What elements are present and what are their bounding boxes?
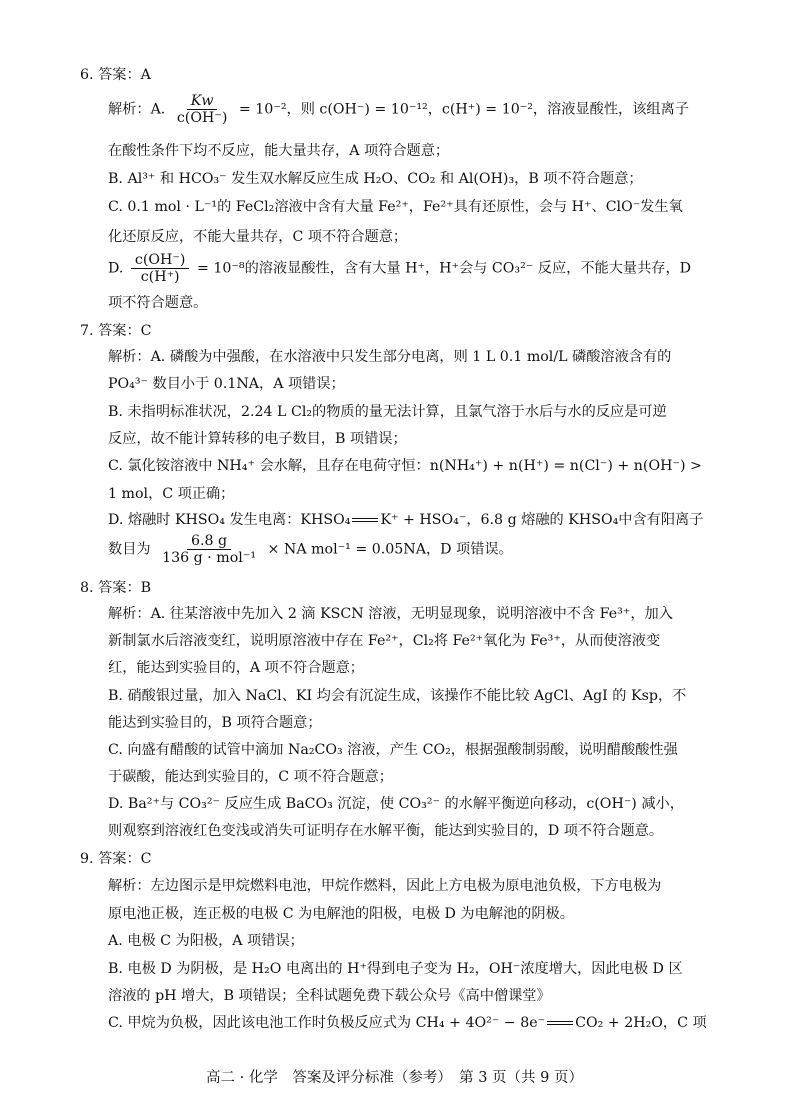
q7-d1 [108,509,703,529]
q9-b1: B. 电极 D 为阴极，是 H₂O 电离出的 H⁺得到电子变为 H₂，OH⁻浓度增大，因此电极 D 区 [108,961,683,977]
q8-a1: 解析：A. 往某溶液中先加入 2 滴 KSCN 溶液，无明显现象，说明溶液中不含 Fe³⁺，加入 [108,606,673,622]
q8-d2: 则观察到溶液红色变浅或消失可证明存在水解平衡，能达到实验目的，D 项不符合题意。 [108,823,664,839]
q8-number: 8. [80,580,94,596]
q6-answer [80,64,151,84]
q8-a3: 红，能达到实验目的，A 项不符合题意； [108,660,364,676]
q9-l1: 解析：左边图示是甲烷燃料电池，甲烷作燃料，因此上方电极为原电池负极，下方电极为 [108,878,662,894]
q6-d-line [108,252,691,285]
q6-b: B. Al³⁺ 和 HCO₃⁻ 发生双水解反应生成 H₂O、CO₂ 和 Al(OH)₃，B 项不符合题意； [108,171,643,187]
q7-answer-text: 答案：C [98,323,152,339]
q6-a-frac-den: c(OH⁻) [176,110,228,126]
q7-a1: 解析：A. 磷酸为中强酸，在水溶液中只发生部分电离，则 1 L 0.1 mol/L 磷酸溶液含有的 [108,349,672,365]
q7-d1-left: D. 熔融时 KHSO₄ 发生电离：KHSO₄ [108,512,351,528]
q8-d1: D. Ba²⁺与 CO₃²⁻ 反应生成 BaCO₃ 沉淀，使 CO₃²⁻ 的水解平衡逆向移动，c(OH⁻) 减小， [108,796,684,812]
q6-d-frac-num: c(OH⁻) [131,252,190,269]
q6-a-frac-num: Kw [187,93,218,110]
q6-d-prefix: D. [108,260,124,277]
q6-a-fraction [173,93,232,126]
q7-d1-right: K⁺ + HSO₄⁻，6.8 g 熔融的 KHSO₄中含有阳离子 [380,512,704,528]
q6-d-fraction [131,252,190,285]
q7-d2-text: × NA mol⁻¹ = 0.05NA，D 项错误。 [267,541,513,558]
q8-answer [80,577,151,597]
q9-number: 9. [80,851,94,867]
q6-d-frac-den: c(H⁺) [140,269,180,285]
page-footer: 高二 · 化学 答案及评分标准（参考） 第 3 页（共 9 页） [206,1070,583,1086]
q8-b2: 能达到实验目的，B 项符合题意； [108,715,322,731]
reaction-equals-sign-2 [547,1021,573,1025]
q7-d2-prefix: 数目为 [108,541,151,558]
q6-a-line2: 在酸性条件下均不反应，能大量共存，A 项符合题意； [108,143,450,159]
q6-number: 6. [80,67,94,83]
q9-answer [80,848,151,868]
q7-b2: 反应，故不能计算转移的电子数目，B 项错误； [108,431,407,447]
q7-d2-fraction [158,533,260,566]
q9-c1-right: CO₂ + 2H₂O，C 项 [575,1015,707,1031]
reaction-equals-sign [352,518,378,522]
q7-c2: 1 mol，C 项正确； [108,486,235,502]
q8-c1: C. 向盛有醋酸的试管中滴加 Na₂CO₃ 溶液，产生 CO₂，根据强酸制弱酸，说明醋酸酸性强 [108,742,678,758]
q8-answer-text: 答案：B [98,580,152,596]
q7-b1: B. 未指明标准状况，2.24 L Cl₂的物质的量无法计算，且氯气溶于水后与水的反应是可逆 [108,404,667,420]
q9-b2: 溶液的 pH 增大，B 项错误；全科试题免费下载公众号《高中僧课堂》 [108,988,551,1004]
q6-a-prefix: 解析：A. [108,101,166,118]
q7-d2-frac-num: 6.8 g [187,533,231,550]
q6-c1: C. 0.1 mol · L⁻¹的 FeCl₂溶液中含有大量 Fe²⁺，Fe²⁺具有还原性，会与 H⁺、ClO⁻发生氧 [108,199,683,215]
q6-d-text: = 10⁻⁸的溶液显酸性，含有大量 H⁺，H⁺会与 CO₃²⁻ 反应，不能大量共存，D [196,260,692,277]
q8-c2: 于碳酸，能达到实验目的，C 项不符合题意； [108,769,393,785]
q6-d2: 项不符合题意。 [108,295,208,311]
q7-c1: C. 氯化铵溶液中 NH₄⁺ 会水解，且存在电荷守恒：n(NH₄⁺) + n(H⁺) = n(Cl⁻) + n(OH⁻) > [108,458,702,474]
q8-a2: 新制氯水后溶液变红，说明原溶液中存在 Fe²⁺，Cl₂将 Fe²⁺氧化为 Fe³⁺，从而使溶液变 [108,633,661,649]
q7-number: 7. [80,323,94,339]
q7-d2 [108,533,513,566]
q9-l2: 原电池正极，连正极的电极 C 为电解池的阳极，电极 D 为电解池的阴极。 [108,906,574,922]
q6-c2: 化还原反应，不能大量共存，C 项不符合题意； [108,229,408,245]
q7-d2-frac-den: 136 g · mol⁻¹ [162,550,257,566]
q8-b1: B. 硝酸银过量，加入 NaCl、KI 均会有沉淀生成，该操作不能比较 AgCl、AgI 的 Ksp，不 [108,688,687,704]
q9-a: A. 电极 C 为阳极，A 项错误； [108,933,304,949]
q7-answer [80,320,151,340]
q6-answer-text: 答案：A [98,67,151,83]
q6-a-line [108,93,689,126]
q9-answer-text: 答案：C [98,851,152,867]
q9-c1 [108,1012,707,1032]
q9-c1-left: C. 甲烷为负极，因此该电池工作时负极反应式为 CH₄ + 4O²⁻ − 8e⁻ [108,1015,546,1031]
q6-a-text: = 10⁻²，则 c(OH⁻) = 10⁻¹²，c(H⁺) = 10⁻²，溶液显酸性，该组离子 [238,101,689,118]
q7-a2: PO₄³⁻ 数目小于 0.1NA，A 项错误； [108,376,345,392]
